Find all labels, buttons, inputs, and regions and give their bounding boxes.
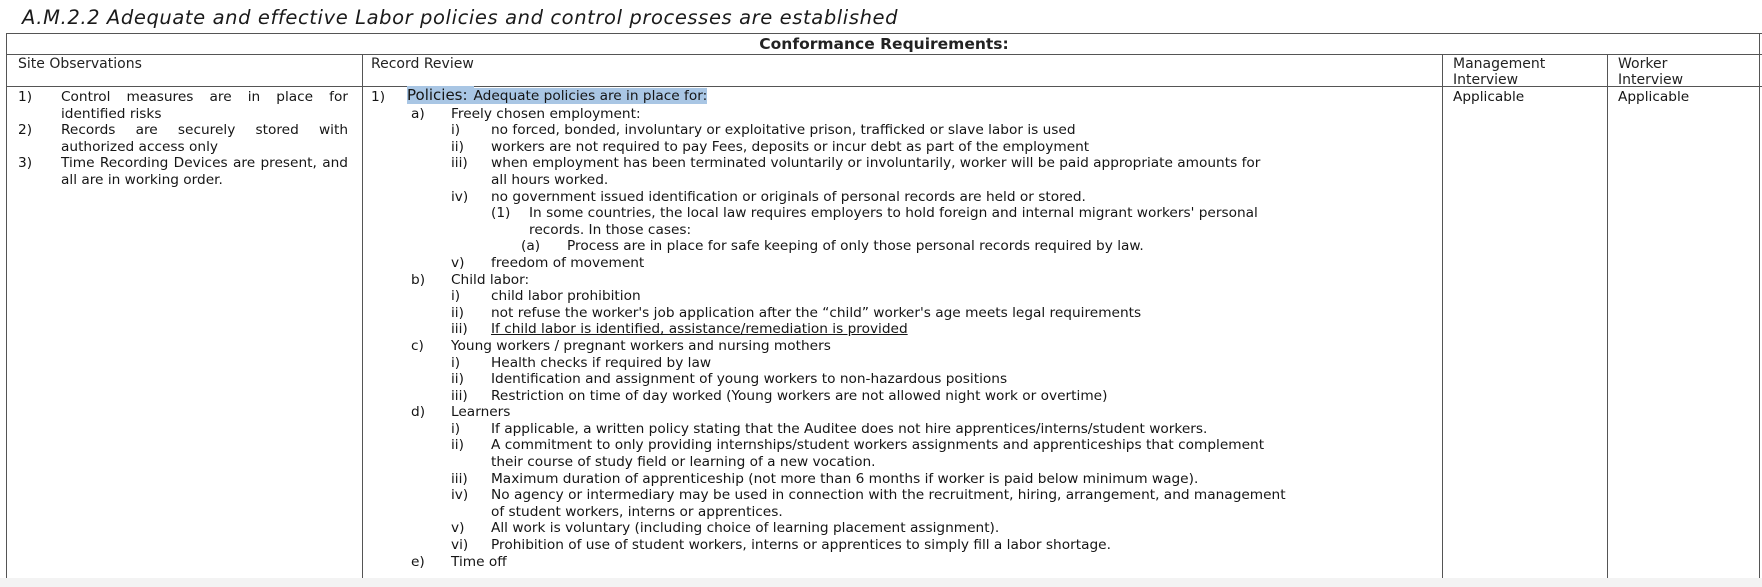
record-review-line <box>371 520 1431 537</box>
record-review-line <box>371 487 1431 504</box>
record-review-line-text: Freely chosen employment: <box>451 105 641 122</box>
record-review-line-text: freedom of movement <box>491 254 645 271</box>
management-interview-header-line1: Management <box>1453 56 1546 72</box>
record-review-line-text: A commitment to only providing internships/student workers assignments and apprenticeships that complement <box>491 437 1265 454</box>
conformance-requirements-header: Conformance Requirements: <box>759 35 1009 53</box>
record-review-line-text: records. In those cases: <box>529 221 692 238</box>
record-review-line-number: v) <box>451 254 465 271</box>
record-review-line <box>371 205 1431 222</box>
document-title: A.M.2.2 Adequate and effective Labor policies and control processes are established <box>22 6 899 29</box>
record-review-line <box>371 272 1431 289</box>
record-review-line <box>371 238 1431 255</box>
record-review-line-text: Child labor: <box>451 271 530 288</box>
record-review-line-number: iii) <box>451 470 468 487</box>
record-review-line-text: no government issued identification or originals of personal records are held or stored. <box>491 188 1086 205</box>
record-review-line <box>371 222 1431 239</box>
table-top-border <box>6 33 1762 34</box>
policies-intro-text: Adequate policies are in place for: <box>473 88 708 104</box>
record-review-line-text: If applicable, a written policy stating that the Auditee does not hire apprentices/interns/student workers. <box>491 420 1208 437</box>
record-review-line <box>371 404 1431 421</box>
record-review-line-number: i) <box>451 354 461 371</box>
site-observation-number: 3) <box>18 155 33 172</box>
record-review-line-text: In some countries, the local law requires employers to hold foreign and internal migrant workers' personal <box>529 205 1258 222</box>
record-review-line <box>371 155 1431 172</box>
record-review-line <box>371 172 1431 189</box>
record-review-line-text: Time off <box>451 553 507 570</box>
record-review-line <box>371 106 1431 123</box>
record-review-line-number: iii) <box>451 321 468 338</box>
worker-interview-value: Applicable <box>1618 89 1690 105</box>
record-review-line-number: e) <box>411 553 425 570</box>
site-observation-text: Records are securely stored with authorized access only <box>61 122 348 155</box>
record-review-line-text: all hours worked. <box>491 171 609 188</box>
column-divider-3 <box>1607 54 1608 578</box>
record-review-line-number: i) <box>451 288 461 305</box>
record-review-line-text: Maximum duration of apprenticeship (not more than 6 months if worker is paid below minimum wage). <box>491 470 1199 487</box>
site-observation-item <box>18 155 348 188</box>
site-observations-header: Site Observations <box>18 56 142 72</box>
worker-interview-header <box>1618 56 1683 88</box>
record-review-line-number: iii) <box>451 387 468 404</box>
record-review-line-number: ii) <box>451 304 464 321</box>
table-left-border <box>6 33 7 578</box>
record-review-line-number: iii) <box>451 155 468 172</box>
record-review-line <box>371 554 1431 571</box>
site-observation-text: Time Recording Devices are present, and all are in working order. <box>61 155 348 188</box>
record-review-line-number: iv) <box>451 487 469 504</box>
worker-interview-header-line1: Worker <box>1618 56 1668 72</box>
record-review-line-text: their course of study field or learning of a new vocation. <box>491 454 876 471</box>
record-review-line-text: Process are in place for safe keeping of only those personal records required by law. <box>567 238 1144 255</box>
record-review-line-text: Restriction on time of day worked (Young workers are not allowed night work or overtime) <box>491 387 1108 404</box>
record-review-line-text: no forced, bonded, involuntary or exploitative prison, trafficked or slave labor is used <box>491 122 1076 139</box>
record-review-line-number: i) <box>451 420 461 437</box>
record-review-line <box>371 454 1431 471</box>
column-divider-2 <box>1442 54 1443 578</box>
record-review-header: Record Review <box>371 56 474 72</box>
site-observations-list <box>18 89 348 189</box>
site-observation-number: 2) <box>18 122 33 139</box>
site-observation-item <box>18 89 348 122</box>
record-review-line <box>371 189 1431 206</box>
site-observation-item <box>18 122 348 155</box>
column-divider-1 <box>362 54 363 578</box>
record-review-line-text: No agency or intermediary may be used in connection with the recruitment, hiring, arrangement, and management <box>491 487 1286 504</box>
record-review-line-number: ii) <box>451 371 464 388</box>
record-review-line <box>371 122 1431 139</box>
record-review-line-number: v) <box>451 520 465 537</box>
record-review-line <box>371 305 1431 322</box>
record-review-line-text: child labor prohibition <box>491 288 641 305</box>
record-review-line-text: If child labor is identified, assistance/remediation is provided <box>491 321 908 338</box>
record-review-line <box>371 437 1431 454</box>
record-review-line-text: of student workers, interns or apprentices. <box>491 503 783 520</box>
record-review-line <box>371 321 1431 338</box>
record-review-line-number: ii) <box>451 437 464 454</box>
record-review-line-number: (a) <box>521 238 541 255</box>
record-review-line-text: Young workers / pregnant workers and nursing mothers <box>451 337 831 354</box>
record-review-line-number: vi) <box>451 537 469 554</box>
site-observation-number: 1) <box>18 89 33 105</box>
site-observation-text: Control measures are in place for identified risks <box>61 89 348 122</box>
record-review-line <box>371 338 1431 355</box>
record-review-line <box>371 537 1431 554</box>
record-review-line-text: not refuse the worker's job application after the “child” worker's age meets legal requirements <box>491 304 1142 321</box>
record-review-line-text: when employment has been terminated voluntarily or involuntarily, worker will be paid appropriate amounts for <box>491 155 1261 172</box>
record-review-line-text: Prohibition of use of student workers, interns or apprentices to simply fill a labor shortage. <box>491 537 1111 554</box>
record-review-list <box>371 86 1431 570</box>
record-review-line-text: All work is voluntary (including choice of learning placement assignment). <box>491 520 1000 537</box>
record-review-line <box>371 471 1431 488</box>
record-review-line-number: b) <box>411 271 426 288</box>
record-review-line-text: Health checks if required by law <box>491 354 712 371</box>
record-review-line <box>371 371 1431 388</box>
management-interview-value: Applicable <box>1453 89 1525 105</box>
record-review-line-number: c) <box>411 337 424 354</box>
record-review-line-number: 1) <box>371 89 386 105</box>
record-review-line-number: a) <box>411 105 425 122</box>
header-divider <box>6 54 1762 55</box>
page-bottom-band <box>0 578 1762 587</box>
record-review-line-text: Identification and assignment of young workers to non-hazardous positions <box>491 371 1008 388</box>
record-review-line-text <box>407 87 707 105</box>
record-review-line-number: ii) <box>451 138 464 155</box>
record-review-line <box>371 288 1431 305</box>
table-right-border <box>1759 33 1760 578</box>
record-review-line <box>371 388 1431 405</box>
management-interview-header <box>1453 56 1545 88</box>
record-review-line-text: Learners <box>451 404 511 421</box>
record-review-line <box>371 139 1431 156</box>
record-review-line-number: i) <box>451 122 461 139</box>
record-review-line <box>371 86 1431 106</box>
record-review-line-number: d) <box>411 404 426 421</box>
policies-label: Policies: <box>407 86 474 104</box>
worker-interview-header-line2: Interview <box>1618 72 1684 88</box>
record-review-line <box>371 504 1431 521</box>
record-review-line-number: (1) <box>491 205 511 222</box>
record-review-line <box>371 355 1431 372</box>
record-review-line-text: workers are not required to pay Fees, deposits or incur debt as part of the employment <box>491 138 1090 155</box>
record-review-line-number: iv) <box>451 188 469 205</box>
record-review-line <box>371 255 1431 272</box>
management-interview-header-line2: Interview <box>1453 72 1519 88</box>
record-review-line <box>371 421 1431 438</box>
